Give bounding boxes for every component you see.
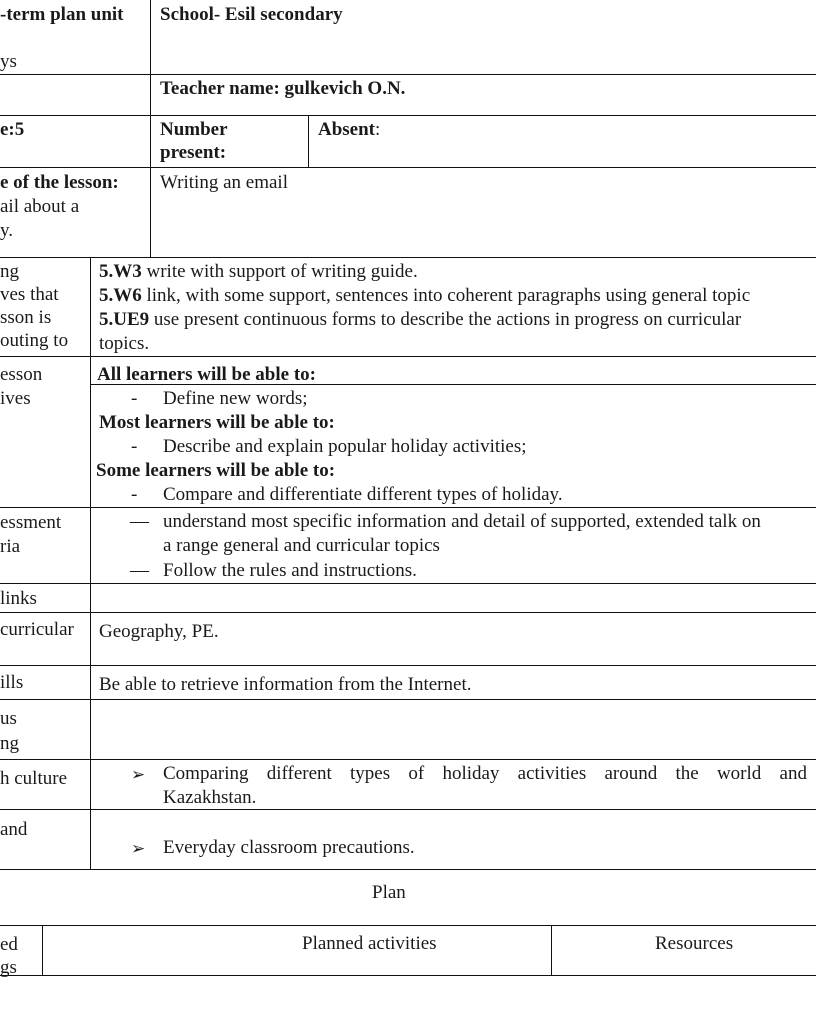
assessment-item: understand most specific information and detail of supported, extended talk on xyxy=(163,511,761,532)
culture-word: activities xyxy=(517,763,587,784)
cross-curricular-value: Geography, PE. xyxy=(99,621,219,642)
grade-label: e:5 xyxy=(0,119,25,140)
dash-bullet: - xyxy=(131,388,138,409)
culture-line-cont: Kazakhstan. xyxy=(163,787,257,808)
school-name: School- Esil secondary xyxy=(160,4,343,25)
ict-value: Be able to retrieve information from the Internet. xyxy=(99,674,472,695)
culture-word: Comparing xyxy=(163,763,249,784)
cross-curricular-label: curricular xyxy=(0,619,74,640)
lesson-objectives-label: ives xyxy=(0,388,31,409)
culture-word: and xyxy=(779,763,807,784)
dash-bullet: - xyxy=(131,484,138,505)
objectives-label: ng xyxy=(0,261,19,282)
plan-title: Plan xyxy=(372,882,406,903)
objective-text: link, with some support, sentences into coherent paragraphs using general topic xyxy=(141,285,751,306)
all-learners-heading: All learners will be able to: xyxy=(97,364,316,385)
assessment-item: Follow the rules and instructions. xyxy=(163,560,417,581)
lesson-objectives-label: esson xyxy=(0,364,43,385)
unit-label-cont: ys xyxy=(0,51,17,72)
culture-label: h culture xyxy=(0,768,68,789)
culture-word: holiday xyxy=(442,763,500,784)
safety-label: and xyxy=(0,819,28,840)
number-present-label: Number xyxy=(160,119,228,140)
rule xyxy=(0,925,816,926)
rule xyxy=(0,975,816,976)
objective-code: 5.W6 xyxy=(99,285,142,306)
some-learners-heading: Some learners will be able to: xyxy=(96,460,336,481)
rule xyxy=(90,257,91,869)
rule xyxy=(551,925,552,975)
most-learners-heading: Most learners will be able to: xyxy=(99,412,335,433)
objective-text: write with support of writing guide. xyxy=(141,261,418,282)
rule xyxy=(0,257,816,258)
assessment-item-cont: a range general and curricular topics xyxy=(163,535,440,556)
teacher-name: Teacher name: gulkevich O.N. xyxy=(160,78,406,99)
rule xyxy=(0,507,816,508)
plan-col-timings-cont: gs xyxy=(0,957,17,978)
objectives-label: ves that xyxy=(0,284,59,305)
rule xyxy=(42,925,43,975)
dash-bullet: - xyxy=(131,436,138,457)
all-learners-item: Define new words; xyxy=(163,388,308,409)
plan-col-resources: Resources xyxy=(655,933,734,954)
culture-word: types xyxy=(350,763,391,784)
objective-code: 5.UE9 xyxy=(99,309,150,330)
objective-text-cont: topics. xyxy=(99,333,150,354)
rule xyxy=(0,356,816,357)
arrow-bullet-icon: ➢ xyxy=(131,765,146,784)
previous-learning-label: ng xyxy=(0,733,19,754)
arrow-bullet-icon: ➢ xyxy=(131,839,146,858)
assessment-label: essment xyxy=(0,512,62,533)
links-label: links xyxy=(0,588,37,609)
rule xyxy=(308,115,309,167)
objective-text: use present continuous forms to describe the actions in progress on curricular xyxy=(149,309,742,330)
rule xyxy=(0,612,816,613)
dash-bullet: — xyxy=(130,511,149,532)
rule xyxy=(0,665,816,666)
culture-word: around xyxy=(604,763,658,784)
culture-word: the xyxy=(675,763,699,784)
dash-bullet: — xyxy=(130,560,149,581)
rule xyxy=(150,0,151,257)
culture-word: different xyxy=(266,763,332,784)
culture-word: world xyxy=(716,763,762,784)
rule xyxy=(0,869,816,870)
theme-label-cont: y. xyxy=(0,220,14,241)
absent-label xyxy=(318,118,380,142)
rule xyxy=(0,167,816,168)
plan-col-activities: Planned activities xyxy=(302,933,437,954)
some-learners-item: Compare and differentiate different types of holiday. xyxy=(163,484,563,505)
objective-item xyxy=(99,260,418,284)
theme-value: Writing an email xyxy=(160,172,288,193)
objectives-label: sson is xyxy=(0,307,52,328)
unit-label: -term plan unit xyxy=(0,4,124,25)
number-present-label-cont: present: xyxy=(160,142,227,163)
rule xyxy=(0,74,816,75)
absent-colon: : xyxy=(375,119,381,140)
plan-col-timings: ed xyxy=(0,934,18,955)
safety-item: Everyday classroom precautions. xyxy=(163,837,415,858)
rule xyxy=(0,115,816,116)
objective-item xyxy=(99,308,741,332)
theme-label-cont: ail about a xyxy=(0,196,80,217)
rule xyxy=(0,759,816,760)
objective-code: 5.W3 xyxy=(99,261,142,282)
most-learners-item: Describe and explain popular holiday activities; xyxy=(163,436,527,457)
absent-text: Absent xyxy=(318,119,376,140)
ict-label: ills xyxy=(0,672,24,693)
rule xyxy=(0,699,816,700)
culture-line xyxy=(163,762,807,786)
rule xyxy=(0,809,816,810)
culture-word: of xyxy=(408,763,425,784)
theme-label: e of the lesson: xyxy=(0,172,119,193)
objective-item xyxy=(99,284,750,308)
rule xyxy=(0,583,816,584)
previous-learning-label: us xyxy=(0,708,17,729)
objectives-label: outing to xyxy=(0,330,69,351)
assessment-label: ria xyxy=(0,536,21,557)
